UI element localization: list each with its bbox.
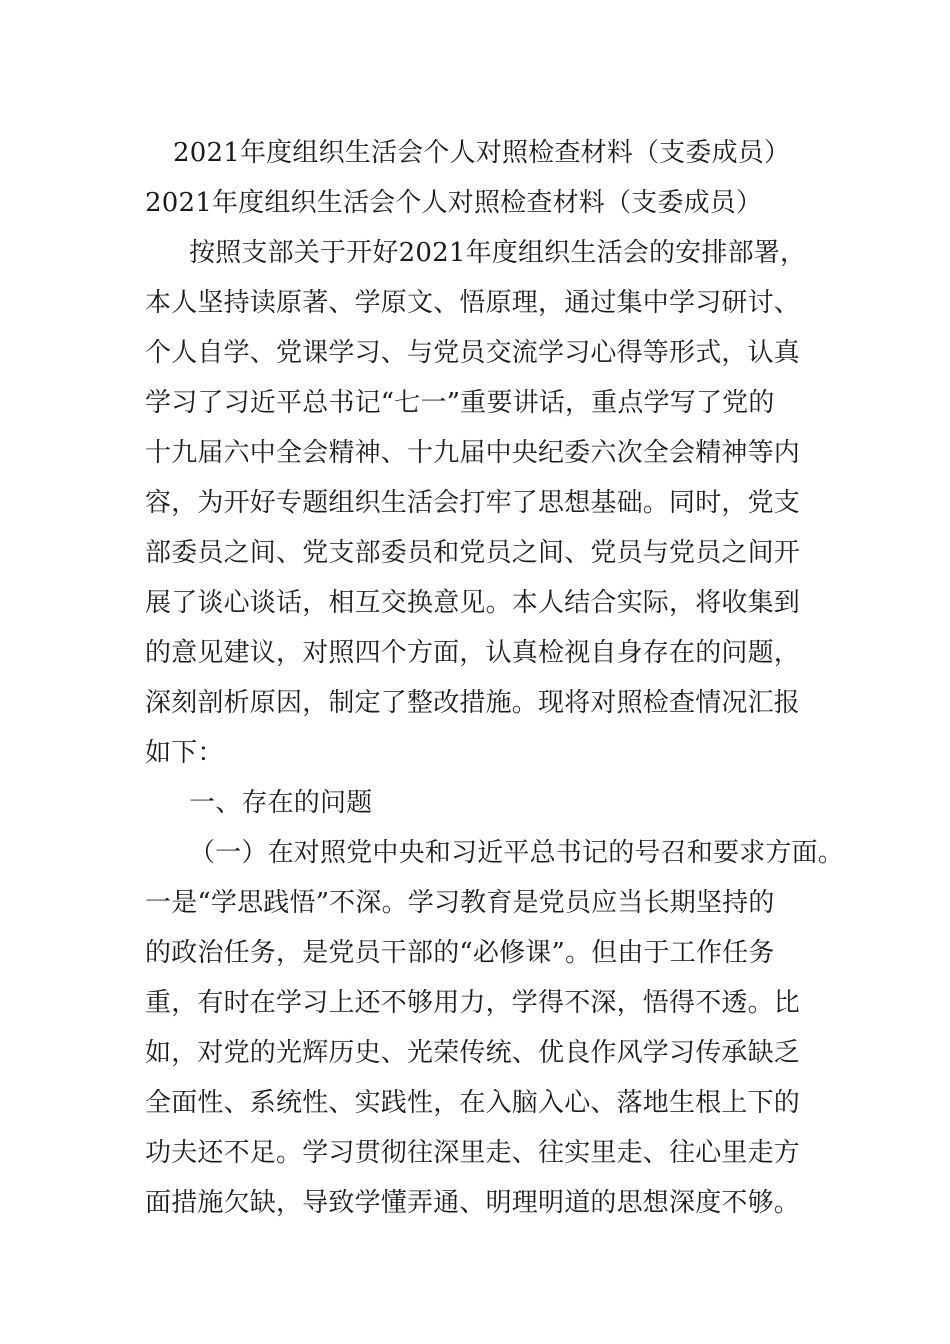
paragraph-line: 的政治任务，是党员干部的“必修课”。但由于工作任务	[145, 938, 775, 968]
paragraph-line: 全面性、系统性、实践性，在入脑入心、落地生根上下的	[145, 1088, 801, 1118]
paragraph-line: 面措施欠缺，导致学懂弄通、明理明道的思想深度不够。	[145, 1188, 801, 1218]
paragraph-line: 个人自学、党课学习、与党员交流学习心得等形式，认真	[145, 338, 801, 368]
paragraph-line: 如，对党的光辉历史、光荣传统、优良作风学习传承缺乏	[145, 1038, 801, 1068]
paragraph-line: 按照支部关于开好2021年度组织生活会的安排部署，	[189, 238, 807, 268]
paragraph-line: 容，为开好专题组织生活会打牢了思想基础。同时，党支	[145, 488, 801, 518]
paragraph-line: 功夫还不足。学习贯彻往深里走、往实里走、往心里走方	[145, 1138, 801, 1168]
document-title-line-2: 2021年度组织生活会个人对照检查材料（支委成员）	[145, 188, 763, 218]
paragraph-line: 本人坚持读原著、学原文、悟原理，通过集中学习研讨、	[145, 288, 801, 318]
paragraph-line: 的意见建议，对照四个方面，认真检视自身存在的问题，	[145, 638, 801, 668]
paragraph-line: 一是“学思践悟”不深。学习教育是党员应当长期坚持的	[145, 888, 775, 918]
paragraph-line: 十九届六中全会精神、十九届中央纪委六次全会精神等内	[145, 438, 801, 468]
paragraph-line: 展了谈心谈话，相互交换意见。本人结合实际，将收集到	[145, 588, 801, 618]
paragraph-line: 部委员之间、党支部委员和党员之间、党员与党员之间开	[145, 538, 801, 568]
paragraph-line: 学习了习近平总书记“七一”重要讲话，重点学写了党的	[145, 388, 775, 418]
section-heading: 一、存在的问题	[189, 788, 373, 818]
paragraph-line: 如下：	[145, 738, 224, 768]
paragraph-line: 重，有时在学习上还不够用力，学得不深，悟得不透。比	[145, 988, 801, 1018]
document-title-line-1: 2021年度组织生活会个人对照检查材料（支委成员）	[173, 138, 791, 168]
document-body	[145, 128, 845, 1228]
paragraph-line: 深刻剖析原因，制定了整改措施。现将对照检查情况汇报	[145, 688, 801, 718]
paragraph-line: （一）在对照党中央和习近平总书记的号召和要求方面。	[189, 838, 845, 868]
